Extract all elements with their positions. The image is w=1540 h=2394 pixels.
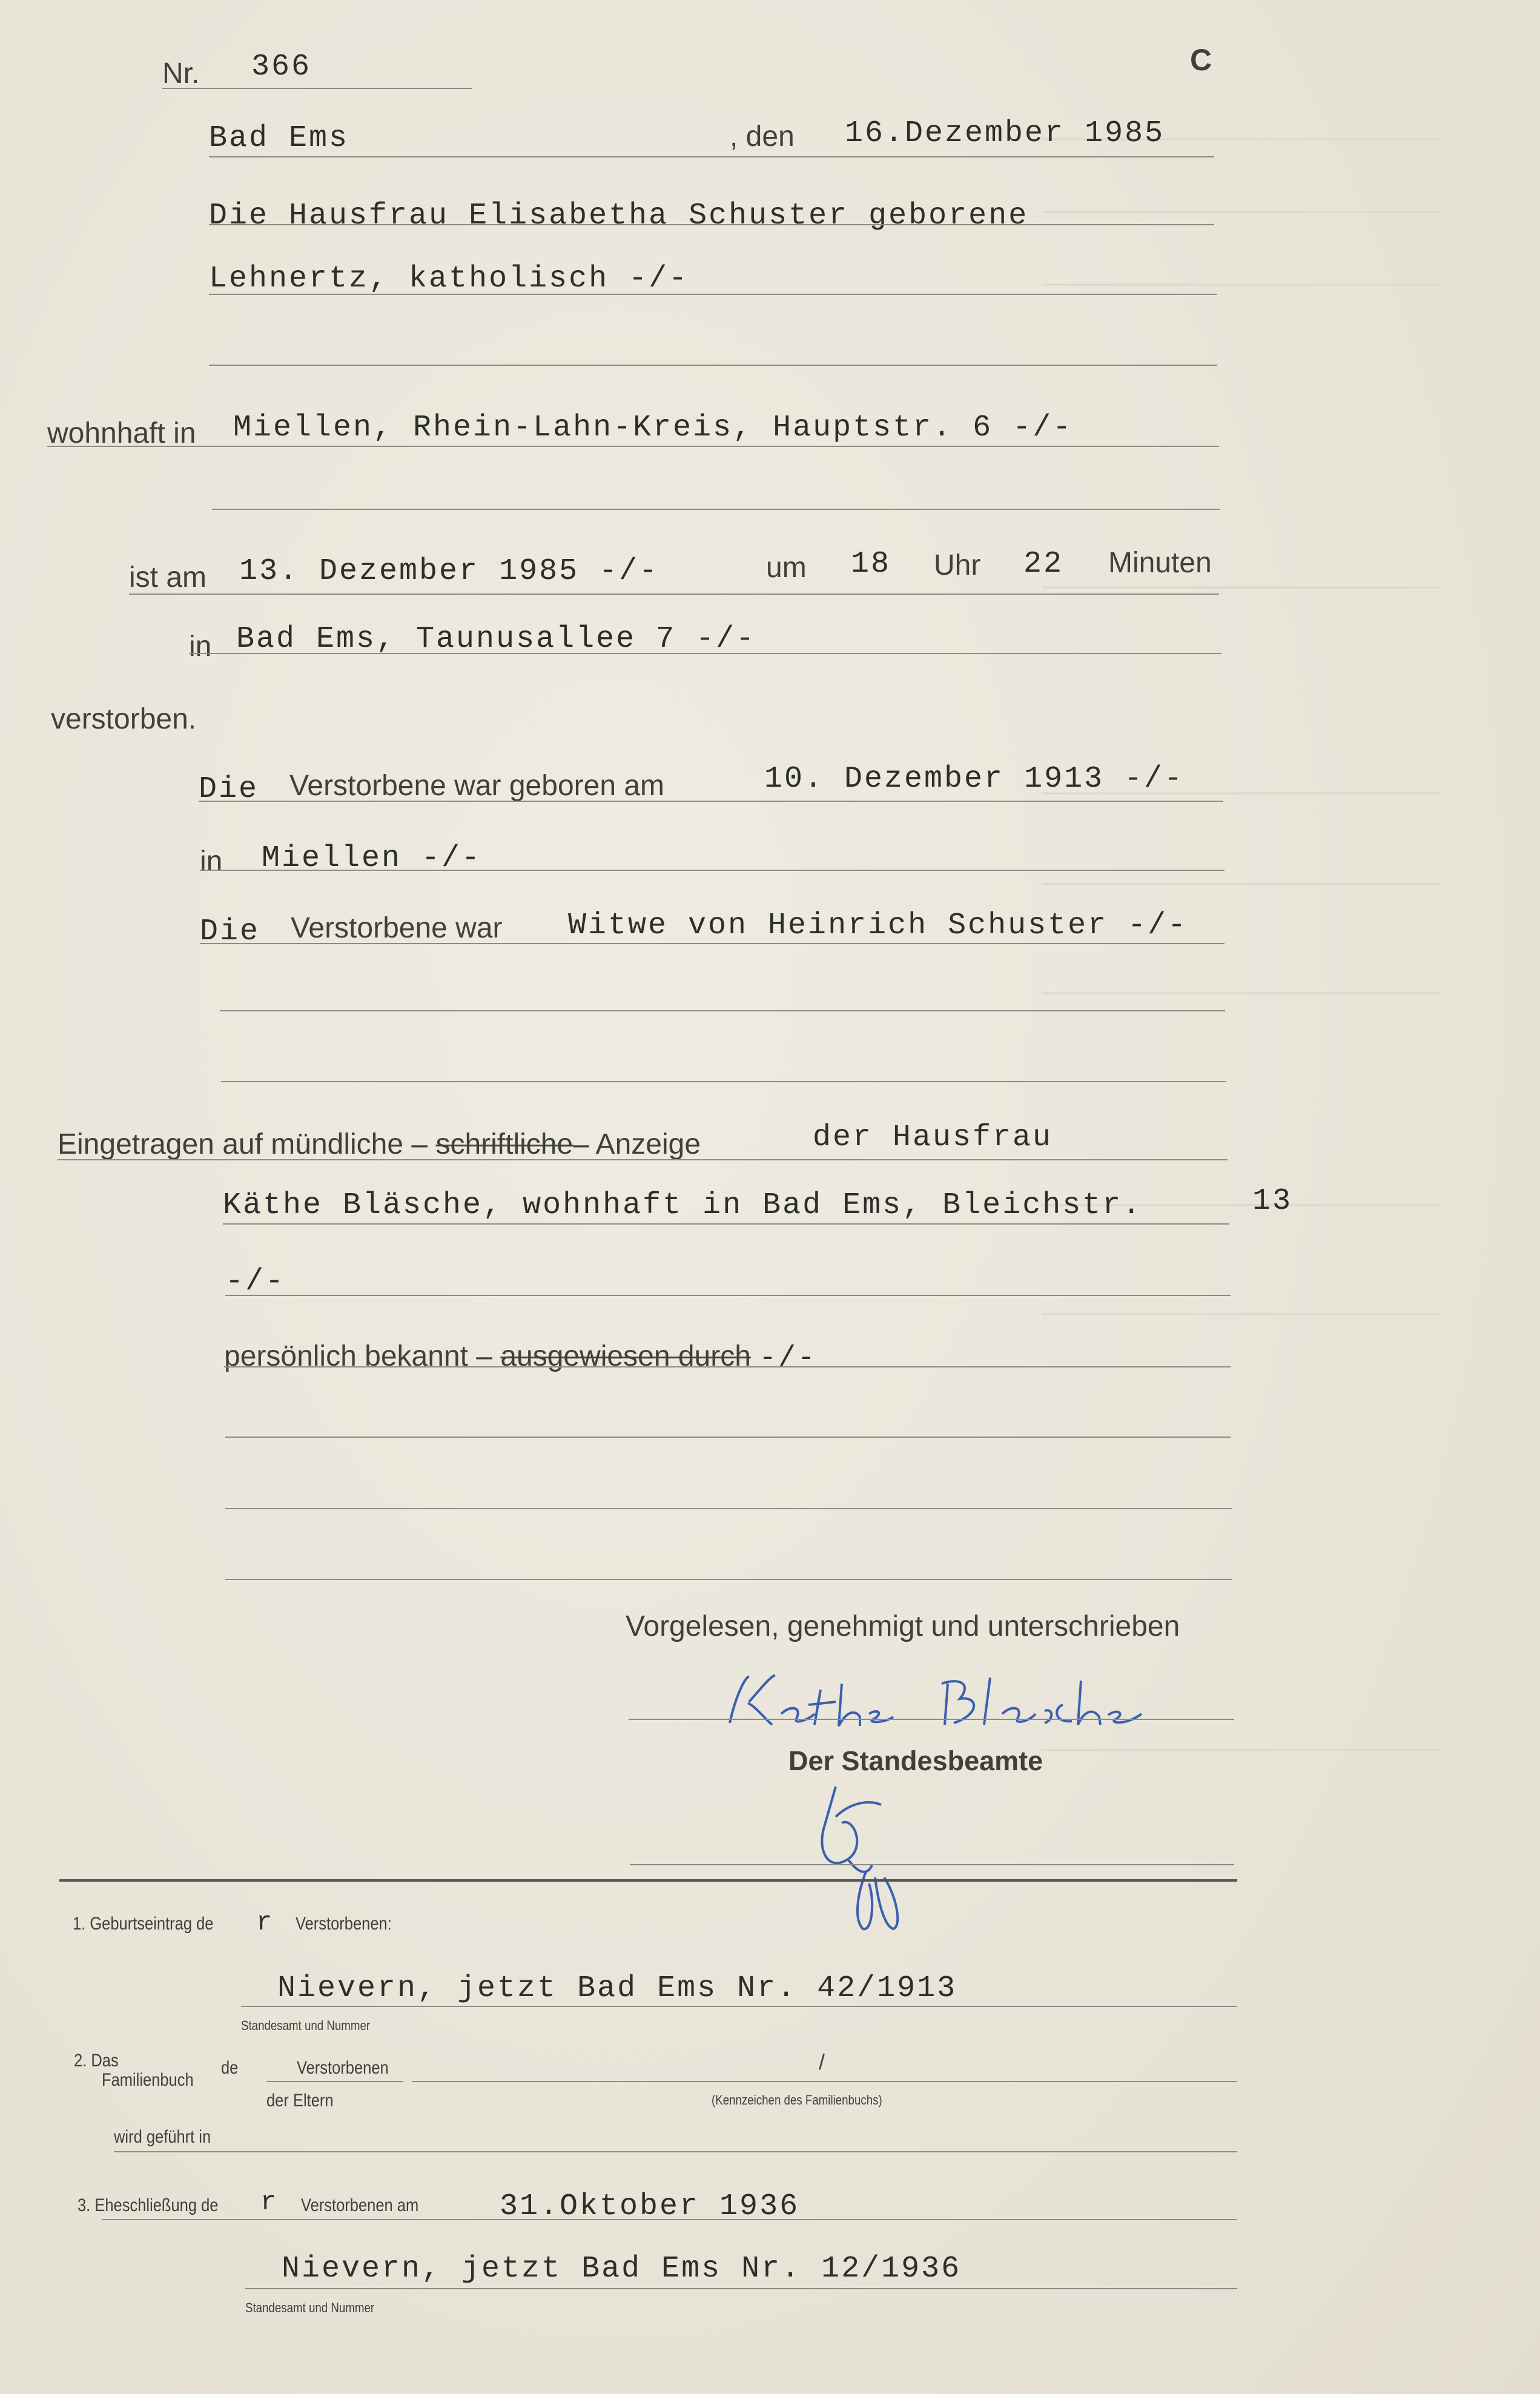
item3-sub-label: Standesamt und Nummer: [245, 2300, 375, 2315]
registry-place: Bad Ems: [209, 121, 349, 156]
reporter-line-1: der Hausfrau: [813, 1120, 1053, 1155]
reporter-street-number: 13: [1252, 1184, 1293, 1218]
registration-label-prefix: Eingetragen auf mündliche –: [58, 1128, 428, 1160]
identity-label: [224, 1340, 817, 1375]
death-uhr-label: Uhr: [934, 549, 981, 581]
reporter-signature-stroke: [724, 1672, 1160, 1738]
birth-date-rule: [199, 801, 1223, 802]
blank-rule-6: [225, 1508, 1232, 1509]
blank-rule-3: [220, 1010, 1225, 1011]
item1-label-b: Verstorbenen:: [296, 1914, 392, 1934]
item3-date-rule: [102, 2219, 1237, 2220]
item1-rule: [241, 2006, 1237, 2007]
person-line-2-rule: [209, 294, 1217, 295]
birth-die-2: Die: [200, 914, 260, 949]
reporter-signature: [724, 1672, 1160, 1741]
status-rule: [200, 943, 1224, 944]
person-line-1: Die Hausfrau Elisabetha Schuster geborene: [209, 199, 1029, 233]
item1-label-a: 1. Geburtseintrag de: [73, 1914, 214, 1934]
marital-status: Witwe von Heinrich Schuster -/-: [568, 908, 1188, 943]
blank-rule-4: [221, 1081, 1226, 1082]
section-separator: [59, 1879, 1237, 1882]
item2-number: 2. Das: [74, 2051, 119, 2071]
birth-place: Miellen -/-: [262, 841, 482, 876]
item1-sub-label: Standesamt und Nummer: [241, 2018, 371, 2033]
residence-label: wohnhaft in: [47, 417, 196, 449]
residence-value: Miellen, Rhein-Lahn-Kreis, Hauptstr. 6 -/-: [233, 411, 1073, 445]
item2-rule: [412, 2081, 1237, 2082]
identity-label-prefix: persönlich bekannt –: [224, 1340, 492, 1372]
item2-eltern: der Eltern: [266, 2091, 334, 2111]
registration-label: [58, 1128, 701, 1161]
registration-rule: [58, 1159, 1228, 1160]
item3-marriage-entry: Nievern, jetzt Bad Ems Nr. 12/1936: [282, 2252, 962, 2286]
bleed-through: [1029, 55, 1453, 2305]
birth-in-label: in: [200, 845, 223, 878]
blank-rule-2: [212, 509, 1220, 510]
reporter-line-3: -/-: [225, 1265, 286, 1299]
official-signature-rule: [630, 1864, 1234, 1865]
registry-date: 16.Dezember 1985: [845, 116, 1165, 151]
official-signature: [799, 1781, 920, 1941]
item2-wird-rule: [114, 2151, 1237, 2152]
death-in-label: in: [189, 630, 212, 663]
item2-familienbuch: Familienbuch: [102, 2070, 194, 2090]
death-place-rule: [189, 653, 1221, 654]
read-approved-label: Vorgelesen, genehmigt und unterschrieben: [626, 1610, 1180, 1642]
birth-date: 10. Dezember 1913 -/-: [764, 762, 1185, 796]
official-label: Der Standesbeamte: [788, 1745, 1043, 1776]
reporter-line-3-rule: [225, 1295, 1231, 1296]
person-line-2: Lehnertz, katholisch -/-: [209, 262, 689, 296]
identity-rule: [224, 1366, 1231, 1367]
death-time-rule: [129, 594, 1219, 595]
registration-label-struck: schriftliche: [435, 1128, 573, 1160]
item3-rule: [245, 2288, 1237, 2289]
death-minuten-label: Minuten: [1108, 547, 1212, 579]
death-date: 13. Dezember 1985 -/-: [239, 554, 659, 589]
corner-letter: C: [1190, 43, 1212, 77]
item2-wird: wird geführt in: [114, 2127, 211, 2147]
death-place: Bad Ems, Taunusallee 7 -/-: [236, 622, 756, 656]
death-hour: 18: [851, 547, 891, 581]
reporter-line-2: Käthe Bläsche, wohnhaft in Bad Ems, Bleichstr.: [223, 1188, 1143, 1223]
item2-sub-label: (Kennzeichen des Familienbuchs): [712, 2092, 882, 2108]
official-signature-stroke: [799, 1781, 920, 1938]
blank-rule-7: [225, 1579, 1232, 1580]
verstorben-label: verstorben.: [51, 703, 197, 735]
marriage-date: 31.Oktober 1936: [500, 2189, 800, 2224]
item2-verst-rule: [266, 2081, 403, 2082]
residence-rule: [47, 446, 1219, 447]
den-label: , den: [730, 121, 795, 153]
reporter-line-2-rule: [223, 1223, 1229, 1225]
identity-label-struck: ausgewiesen durch: [500, 1340, 751, 1372]
bleed-through-lines: [1029, 55, 1453, 2295]
blank-rule-1: [209, 365, 1217, 366]
nr-label: Nr.: [162, 58, 200, 90]
person-line-1-rule: [209, 224, 1214, 225]
birth-place-rule: [200, 870, 1224, 871]
record-number: 366: [251, 50, 312, 84]
death-ist-am-label: ist am: [129, 561, 207, 594]
item1-r: r: [256, 1908, 274, 1938]
nr-line: [162, 88, 472, 89]
item3-label-b: Verstorbenen am: [301, 2195, 419, 2215]
identity-suffix: -/-: [759, 1342, 817, 1375]
item3-label-a: 3. Eheschließung de: [78, 2195, 219, 2215]
reporter-signature-rule: [629, 1719, 1234, 1720]
item1-birth-entry: Nievern, jetzt Bad Ems Nr. 42/1913: [277, 1971, 957, 2006]
birth-die-1: Die: [199, 772, 259, 807]
death-um-label: um: [766, 552, 807, 584]
item2-slash: /: [819, 2049, 825, 2074]
status-label: Verstorbene war: [291, 912, 503, 944]
registration-label-suffix: – Anzeige: [573, 1128, 701, 1160]
item2-de: de: [221, 2058, 239, 2078]
item2-verstorbenen: Verstorbenen: [297, 2058, 389, 2078]
item3-r: r: [260, 2187, 279, 2218]
birth-label: Verstorbene war geboren am: [289, 770, 665, 802]
date-line: [209, 156, 1214, 157]
blank-rule-5: [225, 1437, 1231, 1438]
death-minutes: 22: [1023, 547, 1064, 581]
